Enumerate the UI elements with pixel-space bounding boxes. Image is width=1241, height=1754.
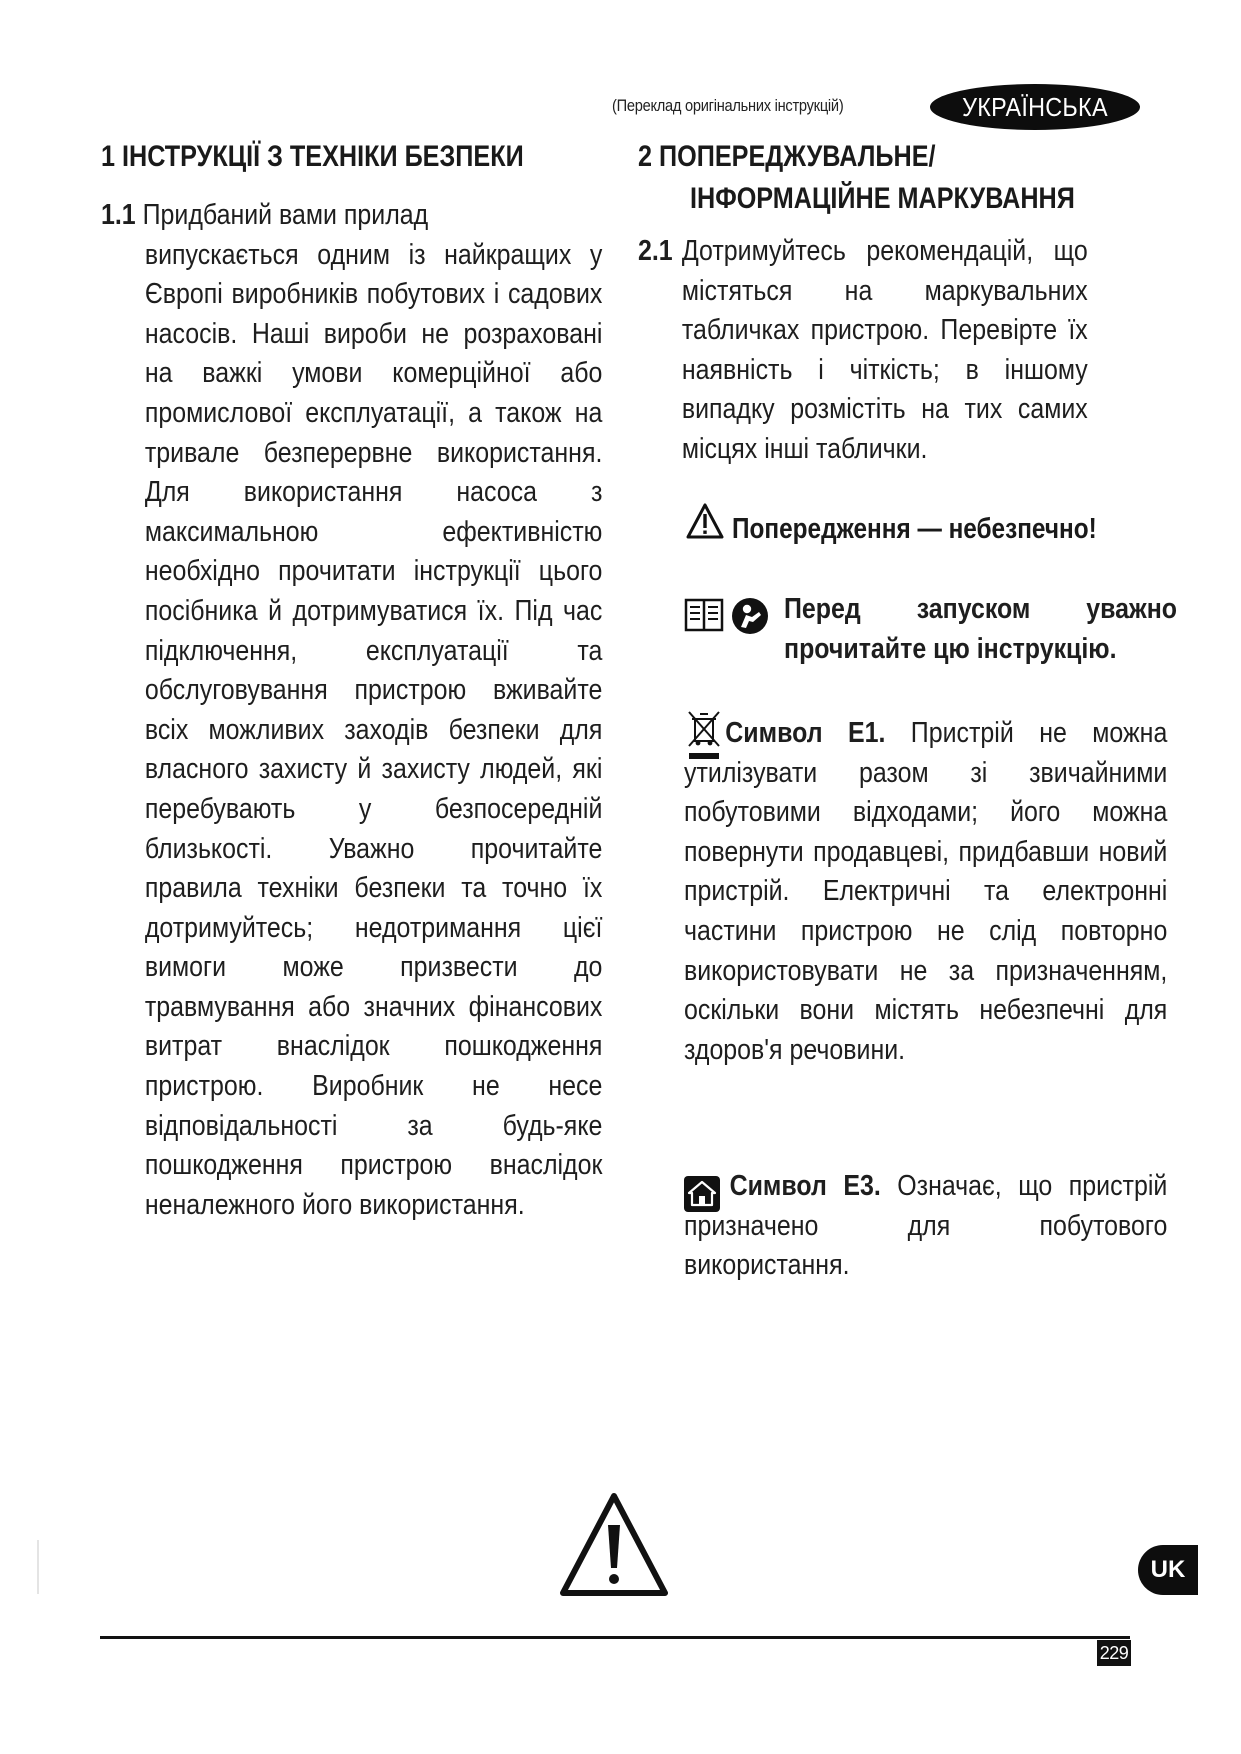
read-manual-person-icon [731,597,769,635]
page-number: 229 [1097,1640,1131,1666]
large-warning-triangle-icon [558,1490,670,1600]
footer-rule [100,1636,1130,1639]
country-badge: UK [1138,1545,1198,1595]
page-edge-mark [37,1540,39,1594]
section1-number: 1.1 [101,199,136,231]
symbol-e3-text: Означає, що пристрій призначено для побутового використання. [684,1170,1168,1282]
warning-label: Попередження — небезпечно! [732,513,1097,545]
read-instructions-text: Перед запуском уважно прочитайте цю інструкцію. [784,593,1178,665]
warning-triangle-icon [686,503,724,539]
section1-first-line: Придбаний вами прилад [142,199,429,231]
section2-paragraph [638,232,1088,470]
section2-heading-line2: ІНФОРМАЦІЙНЕ МАРКУВАННЯ [690,182,1075,215]
translation-note: (Переклад оригінальних інструкцій) [612,96,844,115]
manual-book-icon [684,597,724,633]
symbol-e1-label: Символ Е1. [725,717,886,749]
symbol-e1-text: Пристрій не можна утилізувати разом зі звичайними побутовими відходами; його можна повернути продавцеві, придбавши новий пристрій. Електричні та електронні частини пристрою не слід повторно використовувати не за призначенням, оскільки вони містять небезпечні для здоров'я речовини. [684,717,1168,1066]
section2-body: Дотримуйтесь рекомендацій, що містяться на маркувальних табличках пристрою. Перевірте їх наявність і чіткість; в іншому випадку розмістіть на тих самих місцях інші таблички. [681,235,1088,465]
section2-number: 2.1 [638,235,673,267]
symbol-e1-paragraph [684,714,1167,1070]
section2-heading-line1: 2 ПОПЕРЕДЖУВАЛЬНЕ/ [638,140,936,173]
section1-paragraph [101,196,602,1225]
language-badge-label: УКРАЇНСЬКА [962,91,1108,122]
language-badge [930,84,1140,130]
symbol-e3-label: Символ Е3. [729,1170,881,1202]
section1-heading: 1 ІНСТРУКЦІЇ З ТЕХНІКИ БЕЗПЕКИ [101,140,524,173]
section1-body: випускається одним із найкращих у Європі виробників побутових і садових насосів. Наші вироби не розраховані на важкі умови комерційної або промислової експлуатації, а також на тривале безперервне використання. Для використання насоса з максимальною ефективністю необхідно прочитати інструкції цього посібника й дотримуватися їх. Під час підключення, експлуатації та обслуговування пристрою вживайте всіх можливих заходів безпеки для власного захисту й захисту людей, які перебувають у безпосередній близькості. Уважно прочитайте правила техніки безпеки та точно їх дотримуйтесь; недотримання цієї вимоги може призвести до травмування або значних фінансових витрат внаслідок пошкодження пристрою. Виробник не несе відповідальності за будь-яке пошкодження пристрою внаслідок неналежного його використання. [144,238,603,1221]
symbol-e3-paragraph [684,1167,1167,1286]
